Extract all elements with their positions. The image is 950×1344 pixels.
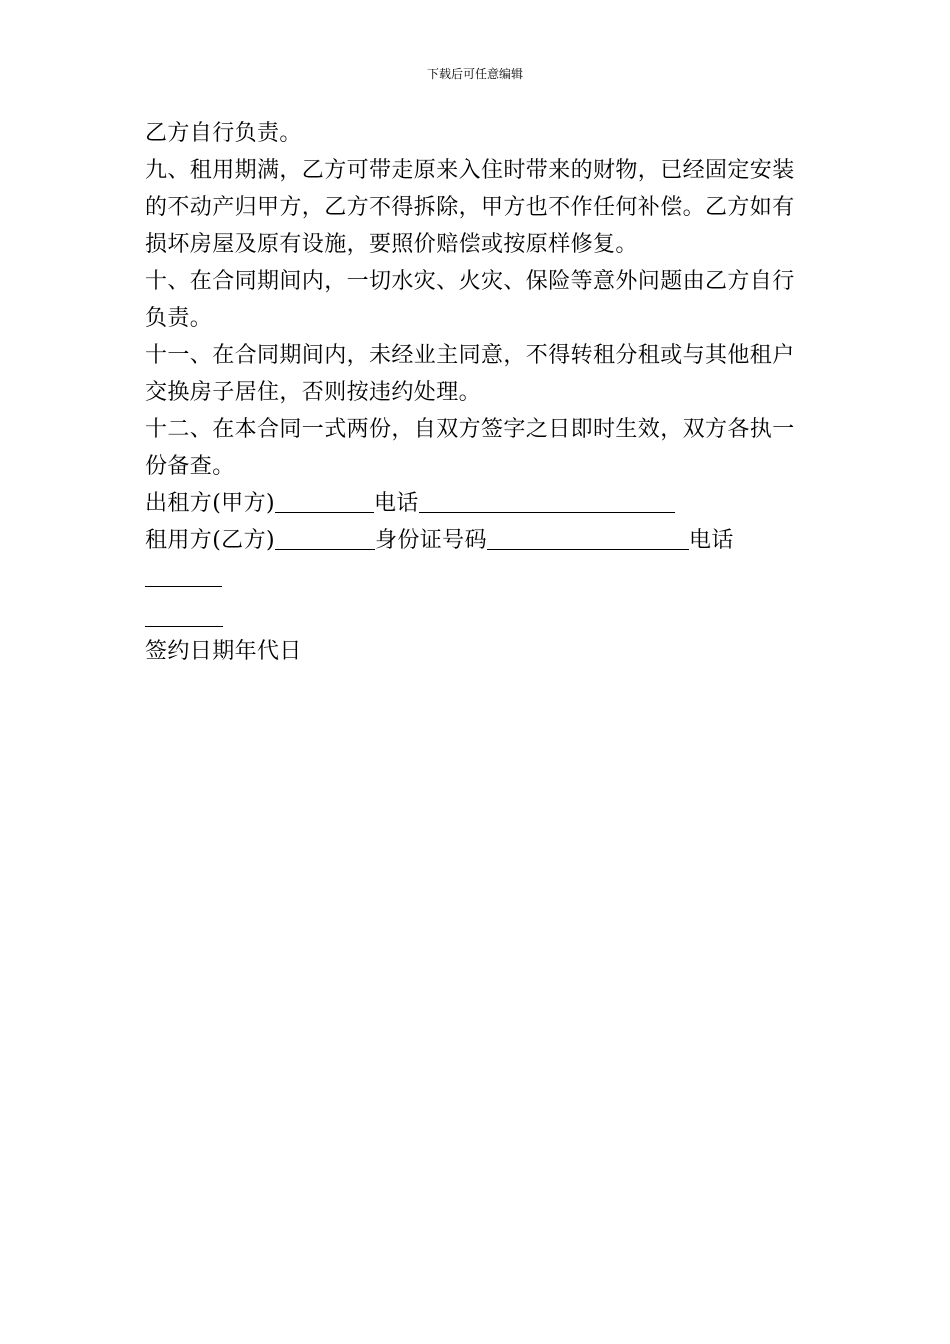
lessee-phone-label: 电话 xyxy=(688,528,734,553)
clause-twelve: 十二、在本合同一式两份，自双方签字之日即时生效，双方各执一份备查。 xyxy=(145,417,795,479)
lessee-id-label: 身份证号码 xyxy=(374,528,487,553)
clause-nine: 九、租用期满，乙方可带走原来入住时带来的财物，已经固定安装的不动产归甲方，乙方不得拆除，甲方也不作任何补偿。乙方如有损坏房屋及原有设施，要照价赔偿或按原样修复。 xyxy=(145,158,795,257)
lessor-label: 出租方(甲方) xyxy=(145,491,275,516)
page-header-note: 下载后可任意编辑 xyxy=(426,67,523,81)
lessor-phone-label: 电话 xyxy=(373,491,419,516)
lessee-label: 租用方(乙方) xyxy=(145,528,275,553)
lessee-phone-blank-continuation[interactable] xyxy=(145,602,223,627)
lessor-phone-blank[interactable] xyxy=(419,488,675,513)
lessor-signature-line xyxy=(145,485,807,522)
lessee-phone-blank[interactable] xyxy=(145,562,222,587)
signing-date: 签约日期年代日 xyxy=(145,639,302,664)
paragraph-continuation: 乙方自行负责。 xyxy=(145,121,302,146)
lessee-id-blank[interactable] xyxy=(487,525,689,550)
clause-eleven: 十一、在合同期间内，未经业主同意，不得转租分租或与其他租户交换房子居住，否则按违约处理。 xyxy=(145,343,795,405)
lessee-name-blank[interactable] xyxy=(275,525,375,550)
clause-ten: 十、在合同期间内，一切水灾、火灾、保险等意外问题由乙方自行负责。 xyxy=(145,269,795,331)
lessor-name-blank[interactable] xyxy=(275,488,374,513)
contract-body xyxy=(145,115,807,670)
lessee-signature-line xyxy=(145,522,807,596)
lessee-phone-blank-continuation-line xyxy=(145,596,807,633)
